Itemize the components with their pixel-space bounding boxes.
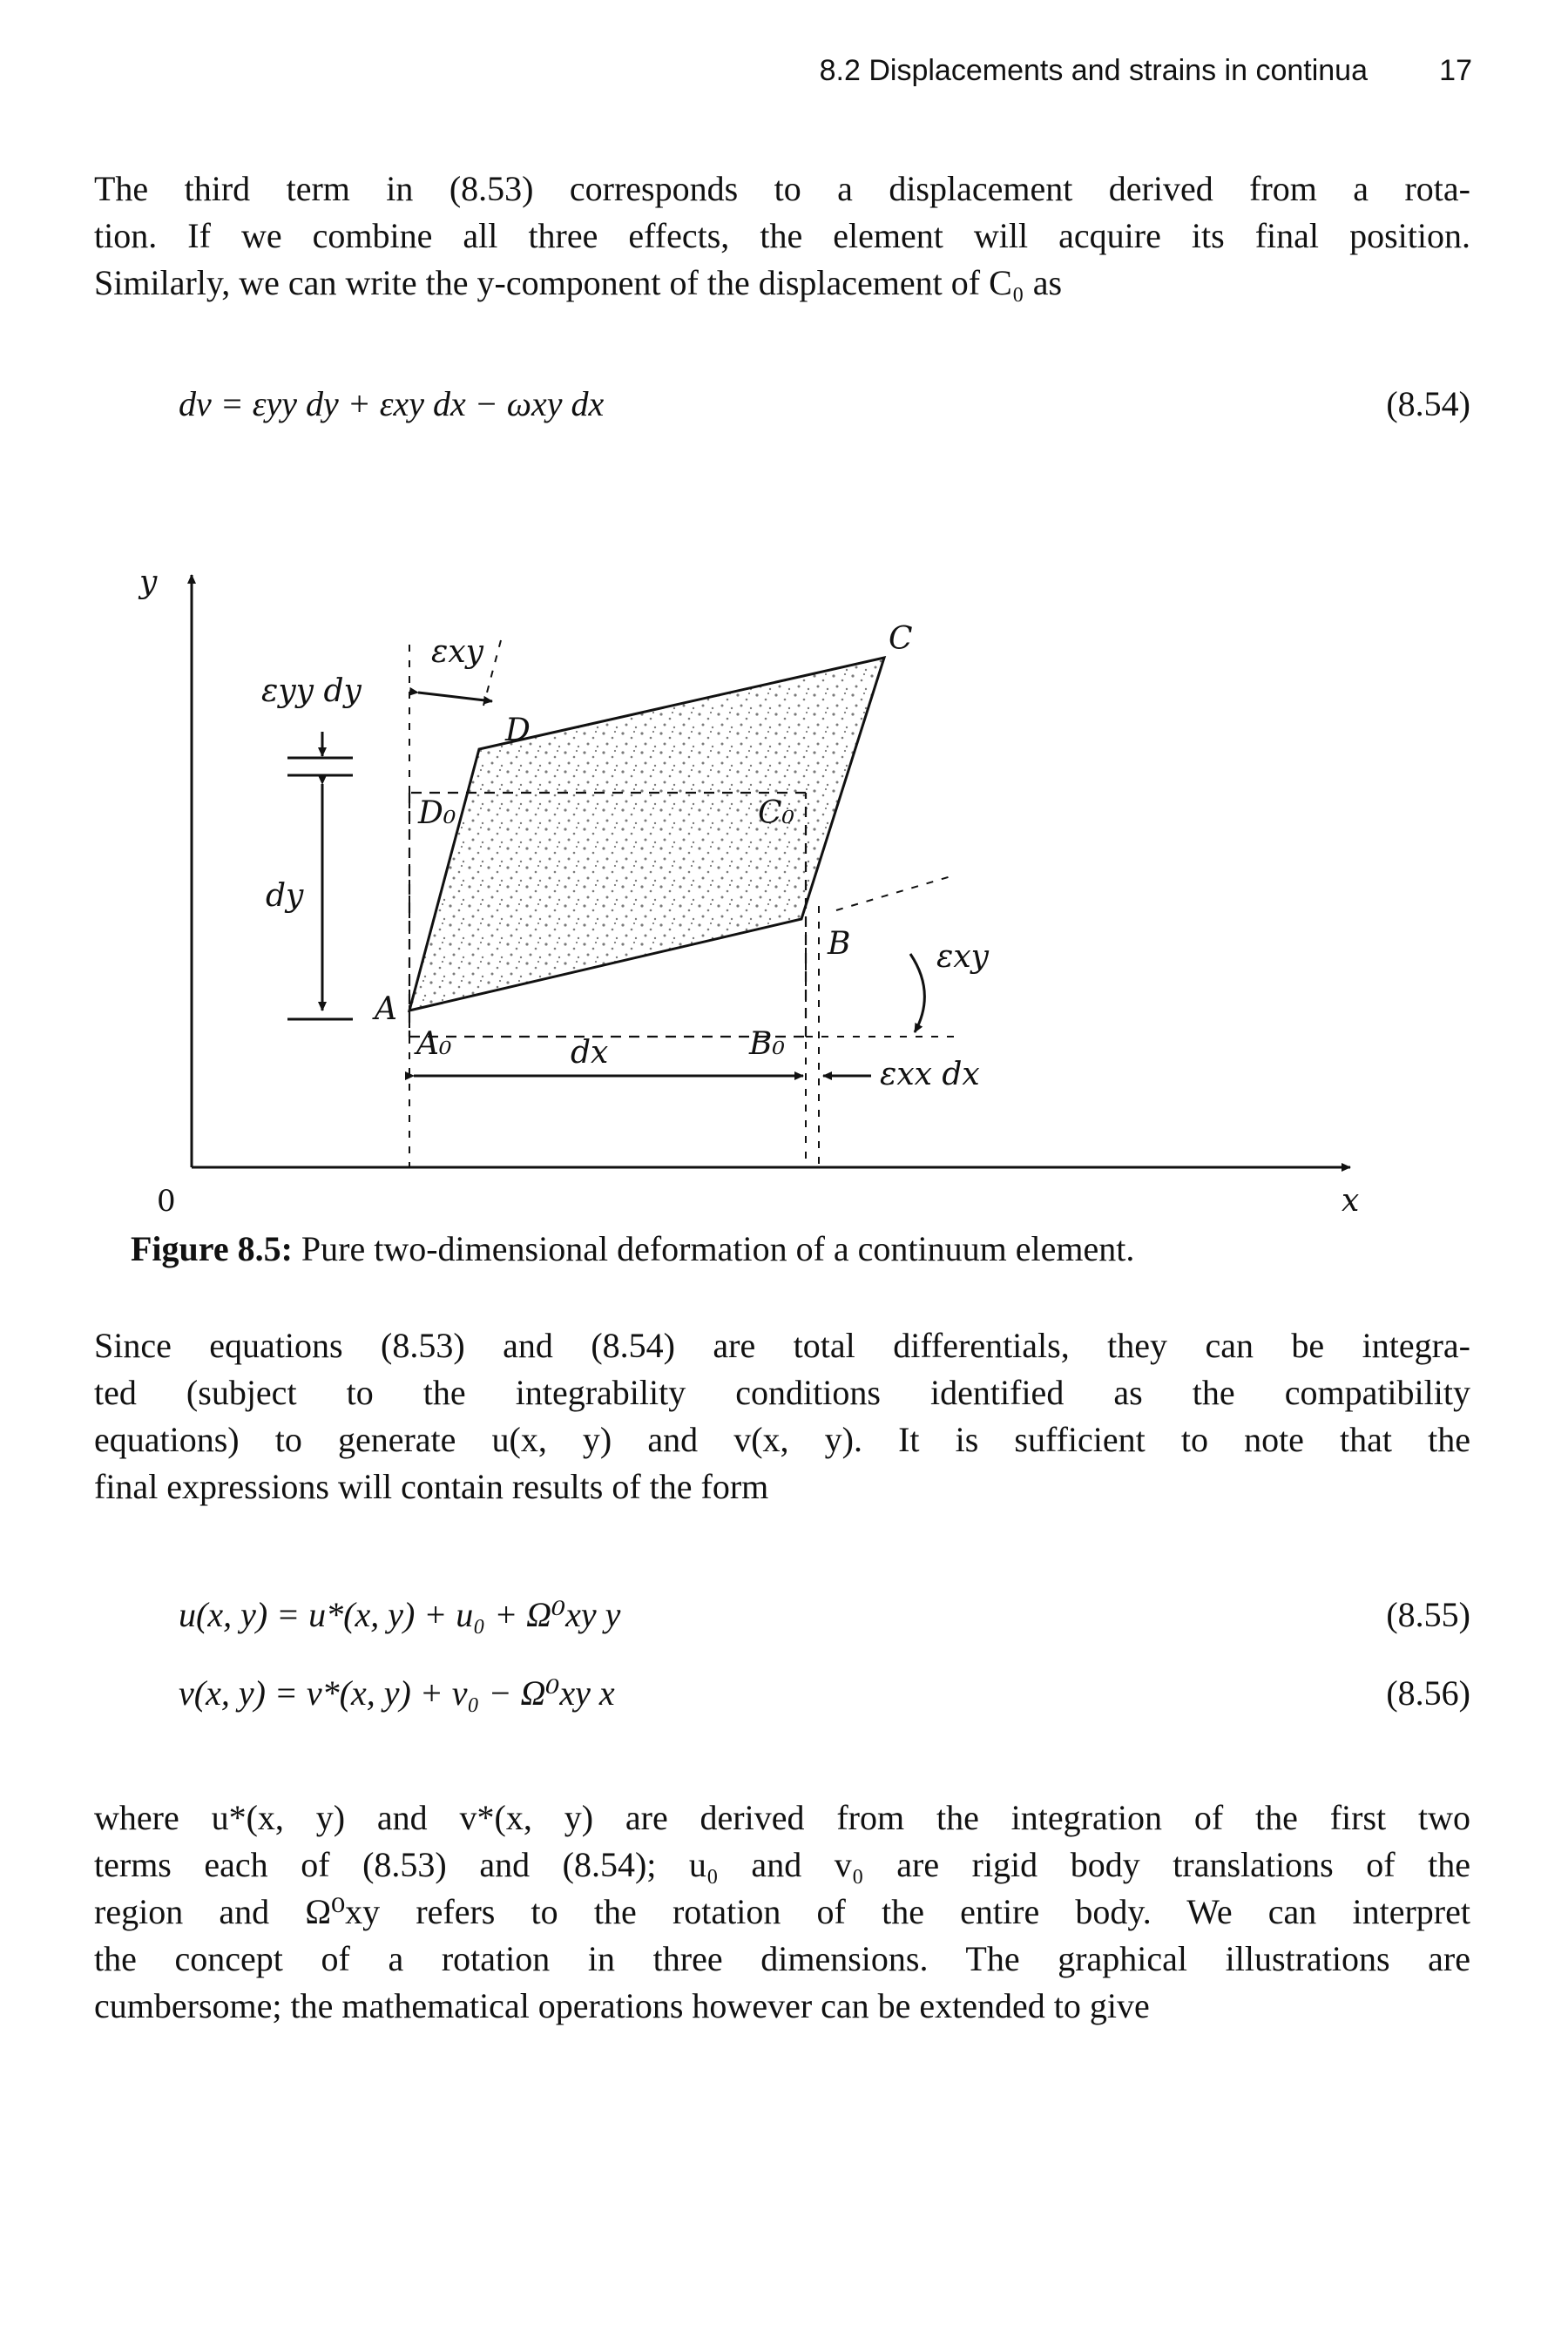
eps-xy-right-arrow [910, 954, 924, 1032]
label-eps-yy-dy: εyy dy [261, 673, 362, 709]
equation-expression: v(x, y) = v*(x, y) + v₀ − Ω⁰xy x [179, 1673, 615, 1713]
label-eps-xy-right: εxy [936, 939, 989, 975]
caption-text: Pure two-dimensional deformation of a continuum element. [301, 1229, 1135, 1268]
paragraph-3 [94, 1794, 1470, 2030]
header-section-title: 8.2 Displacements and strains in continua [819, 54, 1368, 87]
text-line: region and Ω⁰xy refers to the rotation of the entire body. We can interpret [94, 1892, 1470, 1931]
page-number: 17 [1439, 54, 1472, 87]
point-B0: B₀ [749, 1026, 785, 1062]
point-D: D [505, 713, 531, 748]
text-line: final expressions will contain results of the form [94, 1467, 769, 1506]
equation-8-56 [0, 1673, 1568, 1721]
point-A: A [375, 991, 397, 1027]
deformation-diagram [122, 558, 1446, 1228]
figure-8-5 [122, 558, 1446, 1228]
text-line: where u*(x, y) and v*(x, y) are derived from the integration of the first two [94, 1798, 1470, 1837]
running-header [662, 54, 1472, 98]
point-C0: C₀ [758, 795, 794, 831]
text-line: terms each of (8.53) and (8.54); u₀ and v₀ are rigid body translations of the [94, 1845, 1470, 1884]
text-line: Similarly, we can write the y-component of the displacement of C₀ as [94, 263, 1063, 302]
label-eps-xy-top: εxy [431, 634, 483, 670]
text-line: tion. If we combine all three effects, the element will acquire its final position. [94, 216, 1470, 255]
label-dx: dx [571, 1035, 609, 1071]
label-dy: dy [266, 878, 304, 914]
point-C: C [889, 621, 913, 657]
paragraph-2 [94, 1322, 1470, 1511]
text-line: the concept of a rotation in three dimensions. The graphical illustrations are [94, 1939, 1470, 1978]
point-D0: D₀ [418, 795, 456, 831]
caption-label: Figure 8.5: [131, 1229, 293, 1268]
equation-8-55 [0, 1594, 1568, 1643]
equation-expression: dv = εyy dy + εxy dx − ωxy dx [179, 384, 605, 423]
equation-expression: u(x, y) = u*(x, y) + u₀ + Ω⁰xy y [179, 1595, 621, 1634]
label-eps-xx-dx: εxx dx [880, 1057, 980, 1092]
y-axis-label: y [139, 564, 158, 600]
text-line: Since equations (8.53) and (8.54) are total differentials, they can be integra- [94, 1326, 1470, 1365]
origin-label: 0 [157, 1184, 176, 1219]
equation-number: (8.56) [1386, 1673, 1470, 1713]
point-B: B [828, 926, 851, 962]
equation-number: (8.54) [1386, 384, 1470, 423]
text-line: cumbersome; the mathematical operations however can be extended to give [94, 1986, 1150, 2025]
point-A0: A₀ [416, 1026, 452, 1062]
x-axis-label: x [1342, 1183, 1360, 1219]
eps-xy-top-arrow [418, 693, 492, 701]
equation-8-54 [0, 383, 1568, 432]
text-line: The third term in (8.53) corresponds to a displacement derived from a rota- [94, 169, 1470, 208]
text-line: ted (subject to the integrability conditions identified as the compatibility [94, 1373, 1470, 1412]
figure-caption [131, 1228, 1455, 1269]
paragraph-1 [94, 166, 1470, 307]
equation-number: (8.55) [1386, 1595, 1470, 1634]
text-line: equations) to generate u(x, y) and v(x, y). It is sufficient to note that the [94, 1420, 1470, 1459]
